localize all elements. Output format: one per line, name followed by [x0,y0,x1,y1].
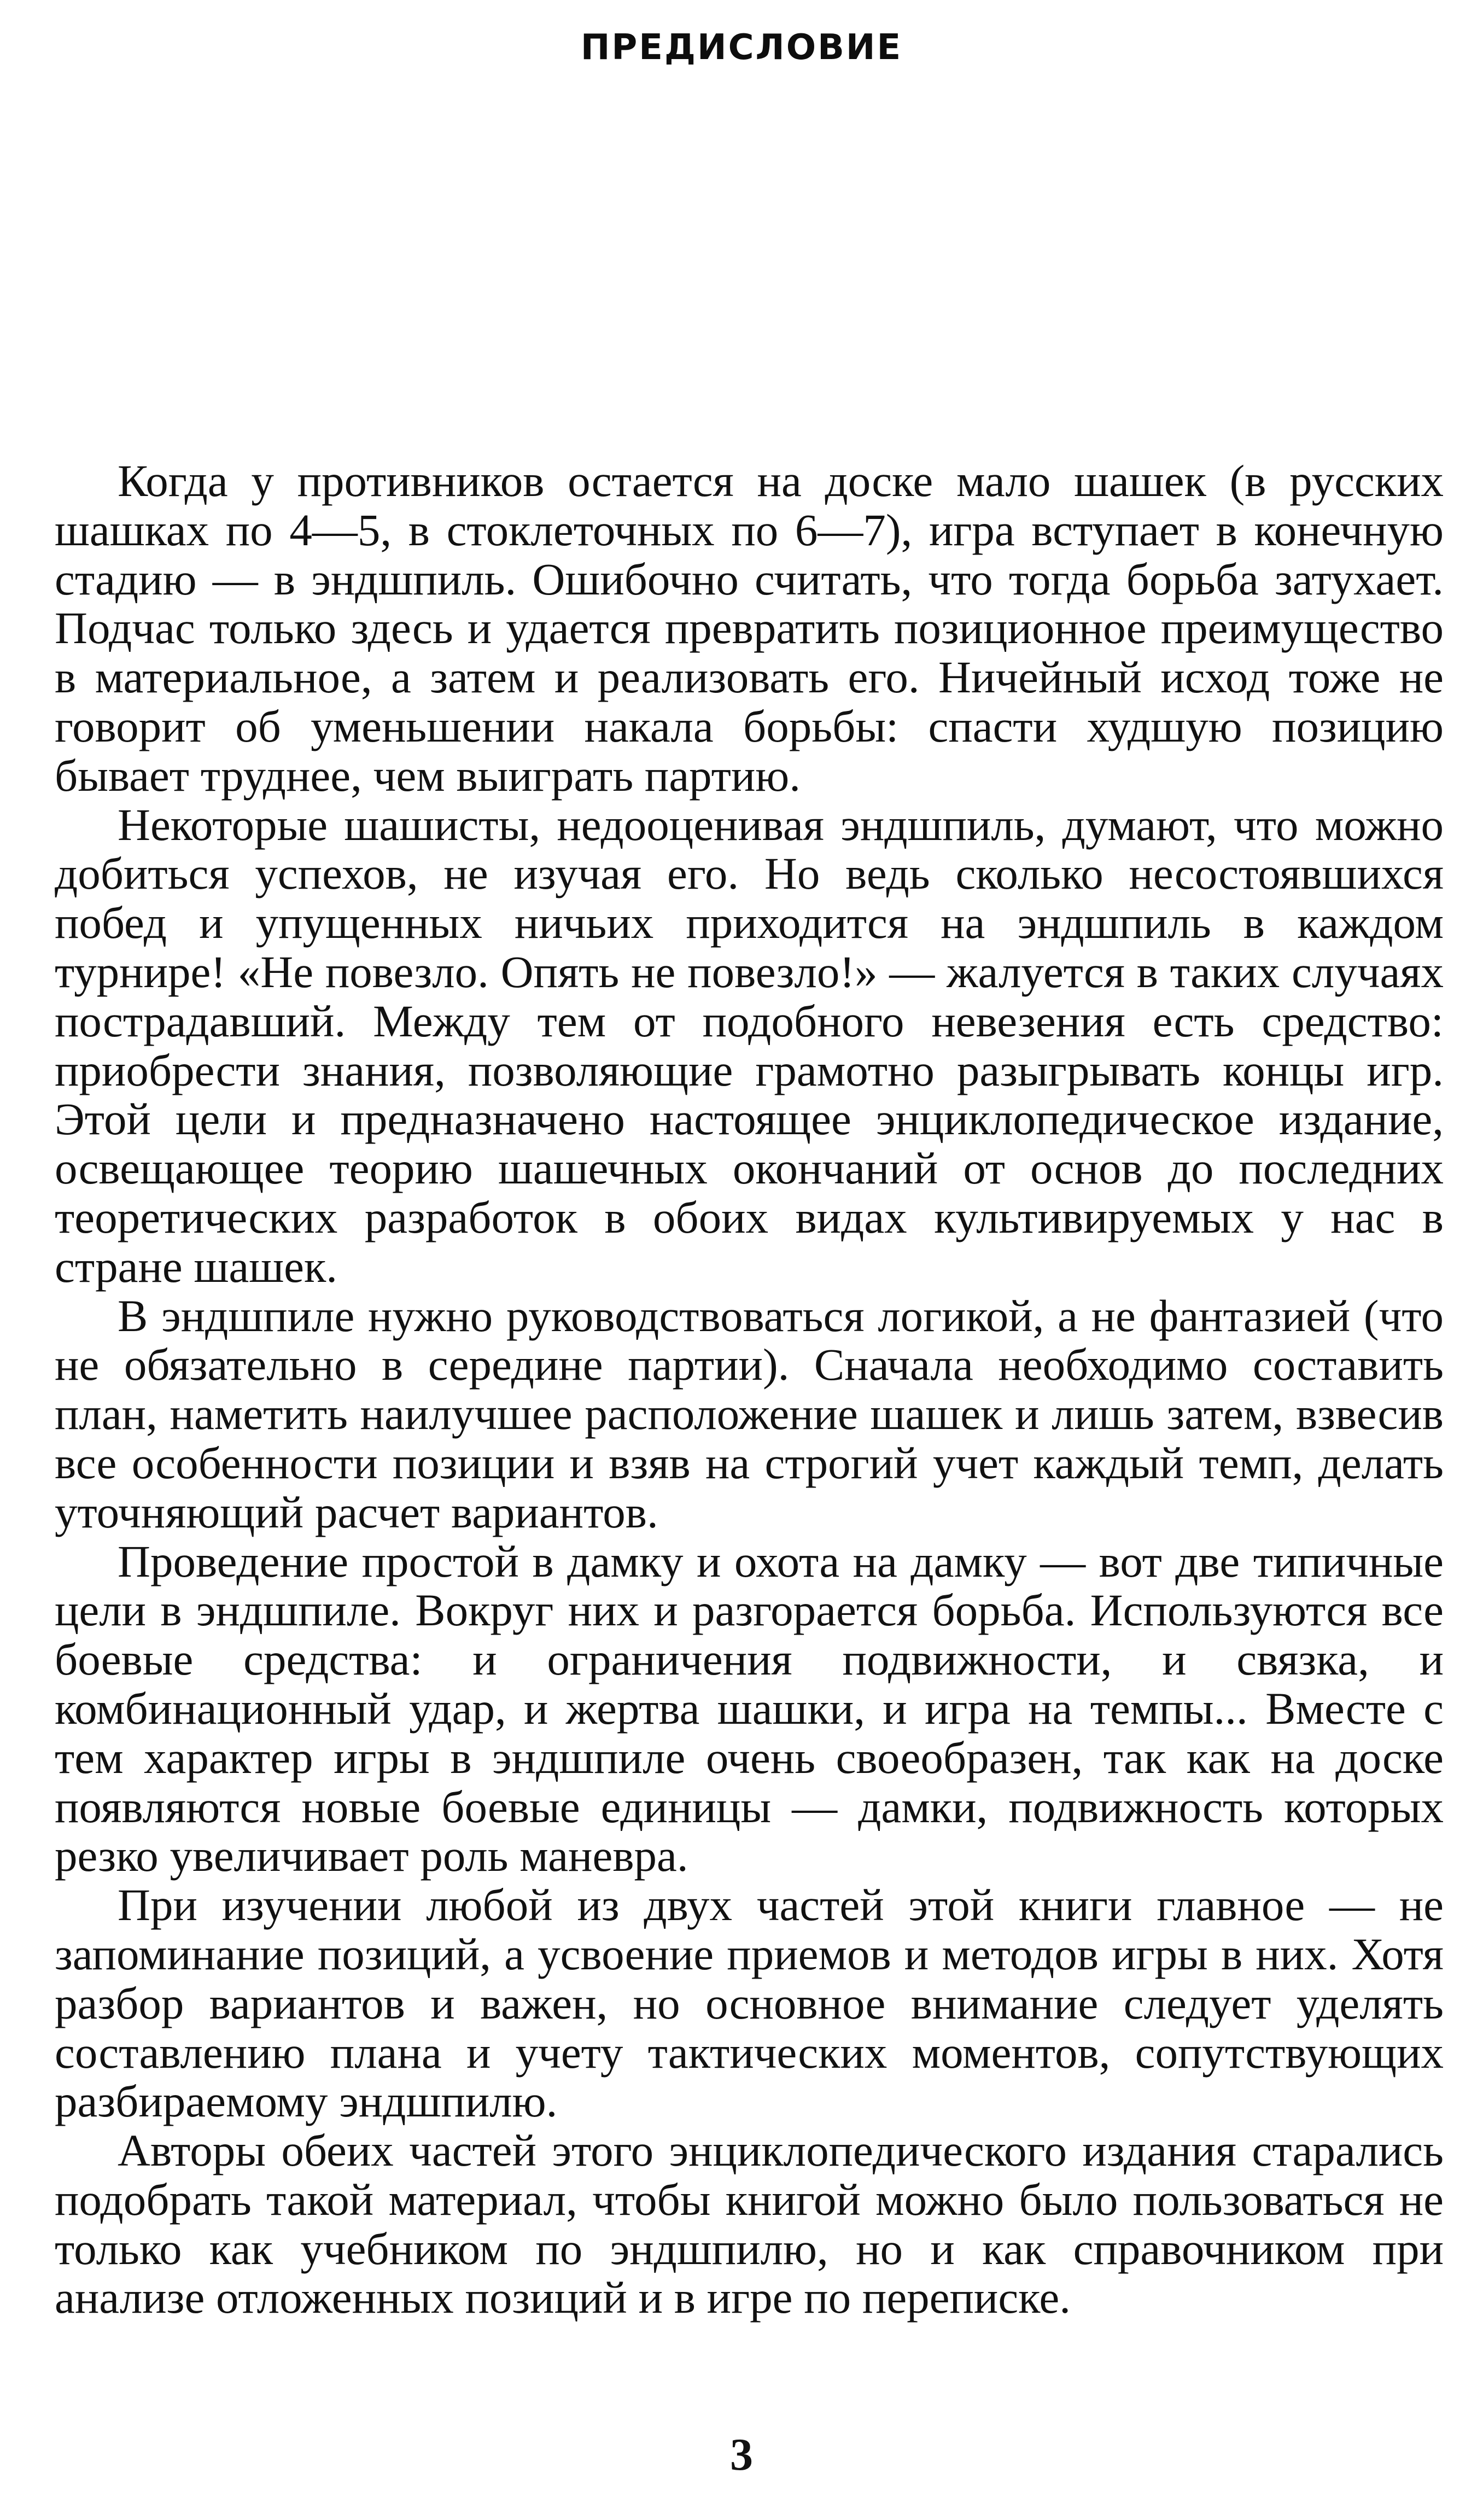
paragraph: Некоторые шашисты, недооценивая эндшпиль, думают, что можно добиться успехов, не изучая его. Но ведь сколько несостоявшихся побед и упущенных ничьих приходится на эндшпиль в каждом турнире! «Не повезло. Опять не повезло!» — жалуется в таких случаях пострадавший. Между тем от подобного невезения есть средство: приобрести знания, позволяющие грамотно разыгрывать концы игр. Этой цели и предназначено настоящее энциклопедическое издание, освещающее теорию шашечных окончаний от основ до последних теоретических разработок в обоих видах культивируемых у нас в стране шашек. [55,799,1444,1292]
paragraph: При изучении любой из двух частей этой книги главное — не запоминание позиций, а усвоение приемов и методов игры в них. Хотя разбор вариантов и важен, но основное внимание следует уделять составлению плана и учету тактических моментов, сопутствующих разбираемому эндшпилю. [55,1880,1444,2127]
paragraph: В эндшпиле нужно руководствоваться логикой, а не фантазией (что не обязательно в середине партии). Сначала необходимо составить план, наметить наилучшее расположение шашек и лишь затем, взвесив все особенности позиции и взяв на строгий учет каждый темп, делать уточняющий расчет вариантов. [55,1290,1444,1537]
paragraph: Проведение простой в дамку и охота на дамку — вот две типичные цели в эндшпиле. Вокруг них и разгорается борьба. Используются все боевые средства: и ограничения подвижности, и связка, и комбинационный удар, и жертва шашки, и игра на темпы... Вместе с тем характер игры в эндшпиле очень своеобразен, так как на доске появляются новые боевые единицы — дамки, подвижность которых резко увеличивает роль маневра. [55,1536,1444,1881]
body-text [55,457,1444,2323]
page-heading: ПРЕДИСЛОВИЕ [580,27,903,68]
paragraph: Когда у противников остается на доске мало шашек (в русских шашках по 4—5, в стоклеточных по 6—7), игра вступает в конечную стадию — в эндшпиль. Ошибочно считать, что тогда борьба затухает. Подчас только здесь и удается превратить позиционное преимущество в материальное, а затем и реализовать его. Ничейный исход тоже не говорит об уменьшении накала борьбы: спасти худшую позицию бывает труднее, чем выиграть партию. [55,456,1444,801]
page-number: 3 [730,2429,753,2480]
paragraph: Авторы обеих частей этого энциклопедического издания старались подобрать такой материал, чтобы книгой можно было пользоваться не только как учебником по эндшпилю, но и как справочником при анализе отложенных позиций и в игре по переписке. [55,2125,1444,2323]
